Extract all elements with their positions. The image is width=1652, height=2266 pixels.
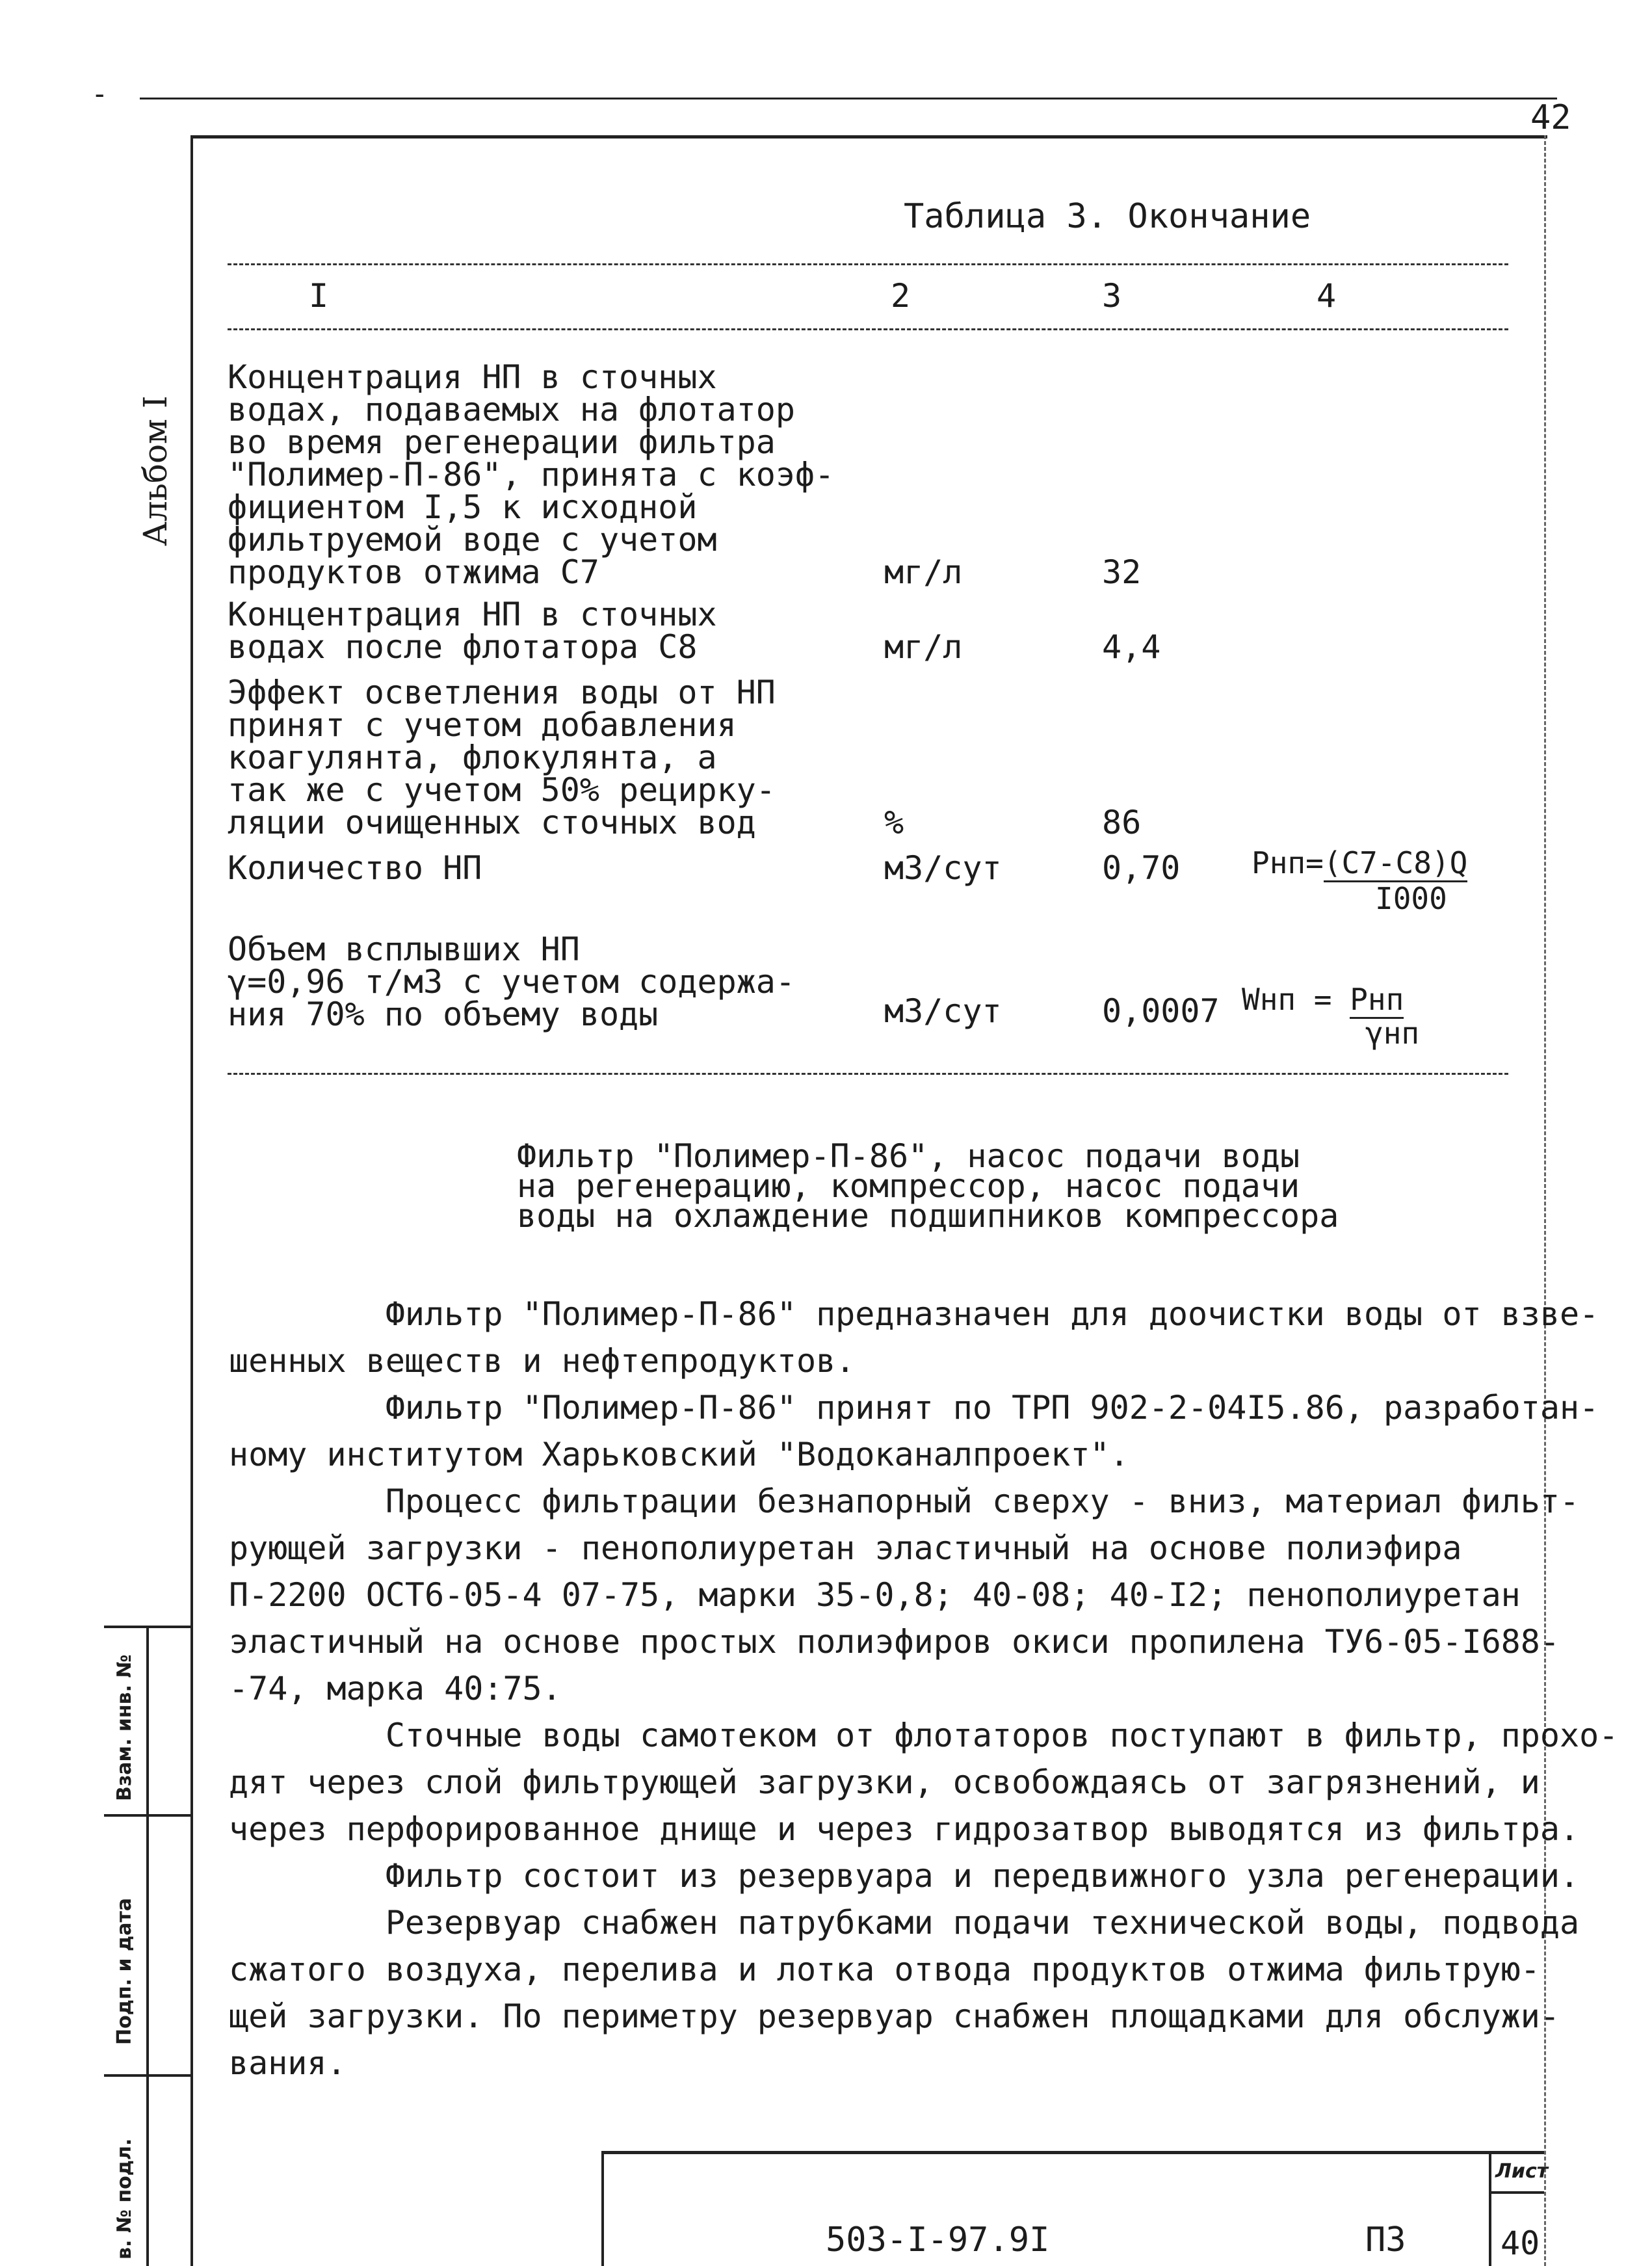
body-line: П-2200 ОСТ6-05-4 07-75, марки 35-0,8; 40-08; 40-I2; пенополиуретан xyxy=(229,1576,1521,1614)
album-label: Альбом I xyxy=(137,395,174,546)
table-row-value: 86 xyxy=(1102,804,1142,841)
titleblock-sheet-divider xyxy=(1489,2151,1491,2266)
titleblock-doc-type: ПЗ xyxy=(1365,2220,1406,2259)
titleblock-top xyxy=(601,2151,1544,2154)
body-line: Процесс фильтрации безнапорный сверху - вниз, материал фильт- xyxy=(229,1482,1580,1520)
table-row-description: Количество НП xyxy=(228,849,482,887)
stamp-label-original: в. № подл. xyxy=(113,2138,136,2259)
table-header-col3: 3 xyxy=(1102,277,1122,315)
page-number-top: 42 xyxy=(1530,98,1571,137)
stamp-label-signature: Подп. и дата xyxy=(113,1897,136,2045)
table-bottom-rule xyxy=(228,1073,1508,1075)
body-line: дят через слой фильтрующей загрузки, освобождаясь от загрязнений, и xyxy=(229,1763,1540,1801)
formula-numerator: (С7-С8)Q xyxy=(1324,845,1468,882)
stamp-label-replacement: Взам. инв. № xyxy=(113,1654,136,1801)
table-header-rule xyxy=(228,328,1508,330)
body-line: вания. xyxy=(229,2044,347,2082)
table-row-description: Объем всплывших НП γ=0,96 т/м3 с учетом содержа- ния 70% по объему воды xyxy=(228,930,795,1033)
table-title: Таблица 3. Окончание xyxy=(904,197,1311,236)
body-line: эластичный на основе простых полиэфиров окиси пропилена ТУ6-05-I688- xyxy=(229,1623,1560,1661)
table-header-col4: 4 xyxy=(1317,277,1337,315)
titleblock-code: 503-I-97.9I xyxy=(826,2220,1050,2259)
stamp-strip xyxy=(104,1626,190,2266)
table-row-description: Эффект осветления воды от НП принят с учетом добавления коагулянта, флокулянта, а так же с учетом 50% рецирку- ляции очищенных сточных вод xyxy=(228,674,776,841)
formula-numerator: Рнп xyxy=(1350,982,1404,1019)
formula-denominator: I000 xyxy=(1375,881,1447,916)
table-row-unit: мг/л xyxy=(884,628,963,666)
formula-lhs: Рнп= xyxy=(1252,845,1324,880)
body-line: сжатого воздуха, перелива и лотка отвода продуктов отжима фильтрую- xyxy=(229,1951,1540,1988)
table-row-description: Концентрация НП в сточных водах, подаваемых на флотатор во время регенерации фильтра "Полимер-П-86", принята с коэф- фициентом I,5 к исходной фильтруемой воде с учетом продуктов отжима С7 xyxy=(228,358,835,591)
body-line: через перфорированное днище и через гидрозатвор выводятся из фильтра. xyxy=(229,1810,1580,1848)
stamp-row-line xyxy=(104,2074,190,2077)
titleblock-sheet-number: 40 xyxy=(1501,2224,1540,2262)
stamp-row-line xyxy=(104,1814,190,1817)
frame-top xyxy=(190,135,1547,138)
frame-left xyxy=(190,135,193,2266)
table-row-value: 0,0007 xyxy=(1102,992,1220,1030)
body-line: Фильтр "Полимер-П-86" принят по ТРП 902-2-04I5.86, разработан- xyxy=(229,1389,1599,1427)
titleblock-sheet-line xyxy=(1489,2191,1544,2194)
body-line: Фильтр состоит из резервуара и передвижного узла регенерации. xyxy=(229,1857,1580,1895)
formula-denominator: γнп xyxy=(1365,1016,1420,1051)
body-line: -74, марка 40:75. xyxy=(229,1670,562,1707)
body-line: Резервуар снабжен патрубками подачи технической воды, подвода xyxy=(229,1904,1580,1942)
top-left-dash: - xyxy=(91,77,109,111)
table-row-value: 0,70 xyxy=(1102,849,1181,887)
formula-wnp xyxy=(1242,982,1404,1017)
table-top-rule xyxy=(228,263,1508,265)
body-line: щей загрузки. По периметру резервуар снабжен площадками для обслужи- xyxy=(229,1997,1560,2035)
table-row-unit: % xyxy=(884,804,904,841)
formula-lhs: Wнп = xyxy=(1242,982,1332,1017)
body-line: Сточные воды самотеком от флотаторов поступают в фильтр, прохо- xyxy=(229,1717,1619,1754)
body-line: рующей загрузки - пенополиуретан эластичный на основе полиэфира xyxy=(229,1529,1462,1567)
frame-right xyxy=(1544,135,1546,2266)
body-line: ному институтом Харьковский "Водоканалпроект". xyxy=(229,1436,1129,1473)
table-row-unit: м3/сут xyxy=(884,992,1002,1030)
table-row-unit: мг/л xyxy=(884,553,963,591)
stamp-row-line xyxy=(104,1626,190,1628)
table-row-description: Концентрация НП в сточных водах после флотатора С8 xyxy=(228,596,717,666)
body-line: Фильтр "Полимер-П-86" предназначен для доочистки воды от взве- xyxy=(229,1295,1599,1333)
table-row-value: 32 xyxy=(1102,553,1142,591)
table-row-value: 4,4 xyxy=(1102,628,1161,666)
table-row-unit: м3/сут xyxy=(884,849,1002,887)
section-heading: Фильтр "Полимер-П-86", насос подачи воды на регенерацию, компрессор, насос подачи воды на охлаждение подшипников компрессора xyxy=(517,1137,1339,1235)
body-line: шенных веществ и нефтепродуктов. xyxy=(229,1342,856,1380)
table-header-col2: 2 xyxy=(891,277,911,315)
table-header-col1: I xyxy=(309,277,329,315)
titleblock-left xyxy=(601,2151,604,2266)
titleblock-sheet-label: Лист xyxy=(1495,2160,1549,2183)
formula-pnp xyxy=(1252,845,1467,880)
top-edge-line xyxy=(140,98,1557,99)
stamp-divider xyxy=(146,1626,149,2266)
body-text xyxy=(229,1291,1619,2087)
